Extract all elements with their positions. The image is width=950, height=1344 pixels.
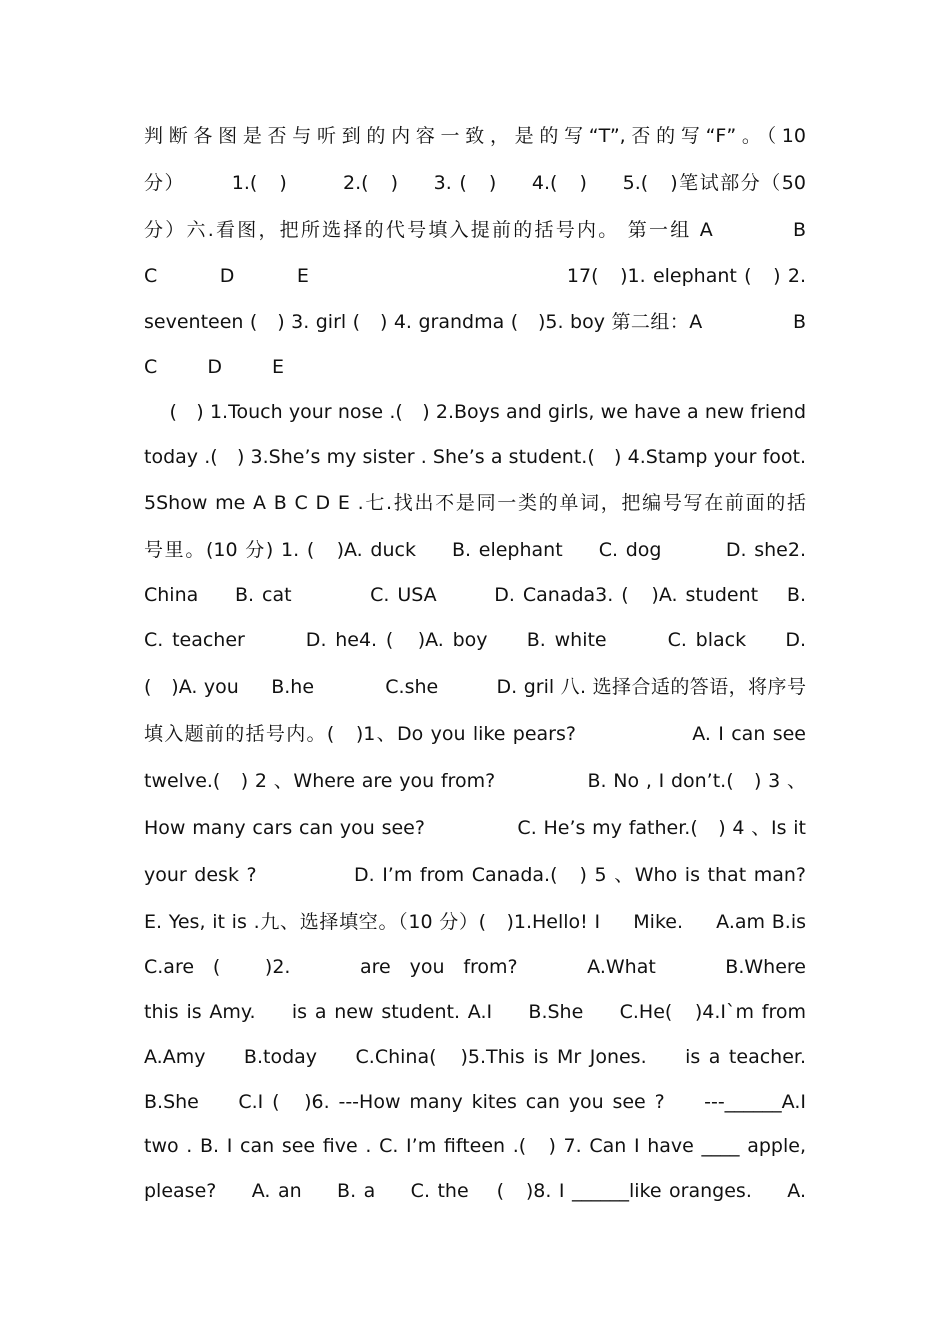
text-line: seventeen ( ) 3. girl ( ) 4. grandma ( )5. boy 第二组：A B <box>144 311 806 333</box>
text-line: ( )A. you B.he C.she D. gril 八. 选择合适的答语，将序号 <box>144 676 806 698</box>
text-line: 号里。(10 分) 1. ( )A. duck B. elephant C. dog D. she2. <box>144 539 806 561</box>
text-line: 分） 1.( ) 2.( ) 3. ( ) 4.( ) 5.( )笔试部分（50 <box>144 172 806 194</box>
text-line: How many cars can you see? C. He’s my father.( ) 4 、Is it <box>144 817 806 839</box>
text-line: A.Amy B.today C.China( )5.This is Mr Jones. is a teacher. <box>144 1046 806 1068</box>
text-line: C. teacher D. he4. ( )A. boy B. white C. black D. <box>144 629 806 651</box>
text-line: today .( ) 3.She’s my sister . She’s a student.( ) 4.Stamp your foot. <box>144 446 806 468</box>
text-line: C.are ( )2. are you from? A.What B.Where <box>144 956 806 978</box>
text-line: 判断各图是否与听到的内容一致，是的写“T”,否的写“F”。（10 <box>144 125 806 147</box>
text-line: please? A. an B. a C. the ( )8. I ______like oranges. A. <box>144 1180 806 1202</box>
text-line: 5Show me A B C D E .七.找出不是同一类的单词，把编号写在前面的括 <box>144 492 806 514</box>
text-line: ( ) 1.Touch your nose .( ) 2.Boys and girls, we have a new friend <box>144 401 806 423</box>
text-line: twelve.( ) 2 、Where are you from? B. No , I don’t.( ) 3 、 <box>144 770 806 792</box>
text-line: your desk ? D. I’m from Canada.( ) 5 、Who is that man? <box>144 864 806 886</box>
text-line: 填入题前的括号内。( )1、Do you like pears? A. I can see <box>144 723 806 745</box>
text-line: B.She C.I ( )6. ---How many kites can you see ? ---______A.I <box>144 1091 806 1113</box>
text-line: China B. cat C. USA D. Canada3. ( )A. student B. <box>144 584 806 606</box>
text-line: C D E <box>144 356 285 378</box>
text-line: C D E 17( )1. elephant ( ) 2. <box>144 265 806 287</box>
text-line: E. Yes, it is .九、选择填空。（10 分）( )1.Hello! I Mike. A.am B.is <box>144 911 806 933</box>
text-line: two . B. I can see five . C. I’m fifteen .( ) 7. Can I have ____ apple, <box>144 1135 806 1157</box>
text-line: this is Amy. is a new student. A.I B.She C.He( )4.I`m from <box>144 1001 806 1023</box>
text-line: 分）六.看图，把所选择的代号填入提前的括号内。 第一组 A B <box>144 219 806 241</box>
